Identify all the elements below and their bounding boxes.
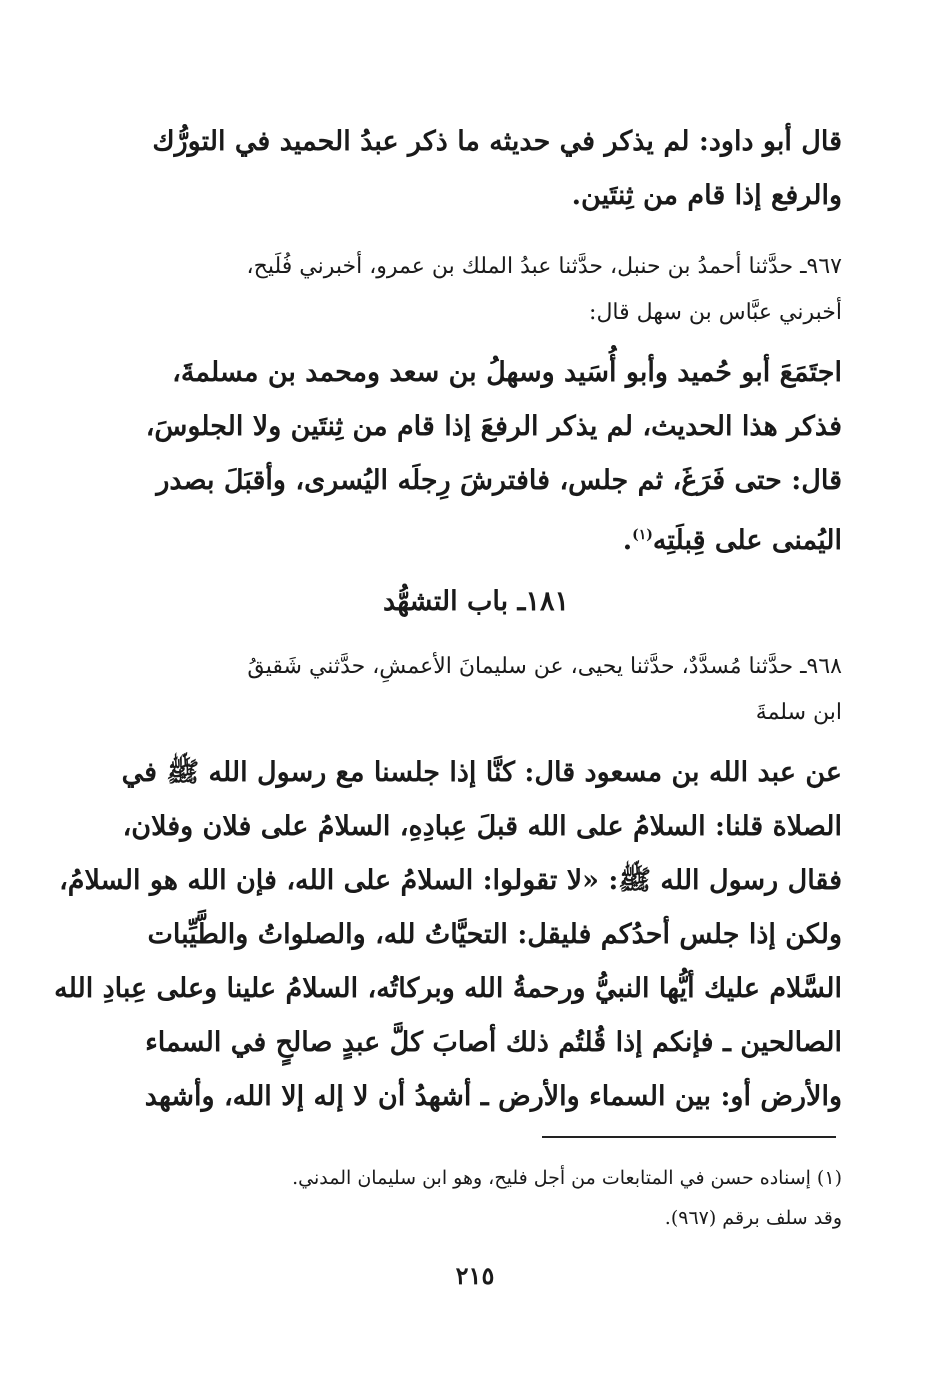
text-line: السَّلام عليك أيُّها النبيُّ ورحمةُ الله وبركاتُه، السلامُ علينا وعلى عِبادِ الله [54,973,842,1004]
text-line: ابن سلمةَ [755,700,842,725]
text-line: فذكر هذا الحديث، لم يذكر الرفعَ إذا قام من ثِنتَين ولا الجلوسَ، [145,411,842,442]
text-line: ولكن إذا جلس أحدُكم فليقل: التحيَّاتُ لله، والصلواتُ والطَّيِّبات [147,919,842,950]
text-line-last [110,508,842,562]
footnote-line: (١) إسناده حسن في المتابعات من أجل فليح، وهو ابن سليمان المدني. [292,1167,842,1189]
footnote-marker: (١) [632,527,653,543]
footnote-line: وقد سلف برقم (٩٦٧). [664,1207,842,1229]
text-line: قال أبو داود: لم يذكر في حديثه ما ذكر عبدُ الحميد في التورُّك [152,126,842,157]
text-line: اجتَمَعَ أبو حُميد وأبو أُسَيد وسهلُ بن سعد ومحمد بن مسلمةَ، [172,357,842,388]
hadith-967-text [110,346,842,562]
text-line: فقال رسول الله ﷺ: «لا تقولوا: السلامُ على الله، فإن الله هو السلامُ، [59,865,842,896]
text-line: قال: حتى فَرَغَ، ثم جلس، فافترشَ رِجلَه اليُسرى، وأقبَلَ بصدر [156,465,842,496]
footnotes [110,1158,842,1238]
text-line: والرفع إذا قام من ثِنتَين. [571,180,842,211]
footnote-divider [542,1136,836,1138]
text-line: أخبرني عبَّاس بن سهل قال: [589,300,842,325]
text-line: الصلاة قلنا: السلامُ على الله قبلَ عِبادِهِ، السلامُ على فلان وفلان، [122,811,842,842]
sentence-end: . [622,525,633,556]
text-line-content: اليُمنى على قِبلَتِه [652,525,842,556]
text-line: عن عبد الله بن مسعود قال: كنَّا إذا جلسنا مع رسول الله ﷺ في [121,757,842,788]
text-line: ٩٦٧ـ حدَّثنا أحمدُ بن حنبل، حدَّثنا عبدُ الملك بن عمرو، أخبرني فُلَيح، [246,254,842,279]
text-line: ٩٦٨ـ حدَّثنا مُسدَّدٌ، حدَّثنا يحيى، عن سليمانَ الأعمشِ، حدَّثني شَقيقُ [247,654,842,679]
page-number: ٢١٥ [455,1261,495,1290]
text-line: والأرض أو: بين السماء والأرض ـ أشهدُ أن لا إله إلا الله، وأشهد [144,1081,842,1112]
chapter-heading: ١٨١ـ باب التشهُّد [383,586,569,617]
hadith-968-text [54,746,842,1124]
hadith-967-isnad [110,244,842,336]
paragraph-abu-dawud-note [110,115,842,223]
text-line: الصالحين ـ فإنكم إذا قُلتُم ذلك أصابَ كلَّ عبدٍ صالحٍ في السماء [145,1027,842,1058]
hadith-968-isnad [110,644,842,736]
